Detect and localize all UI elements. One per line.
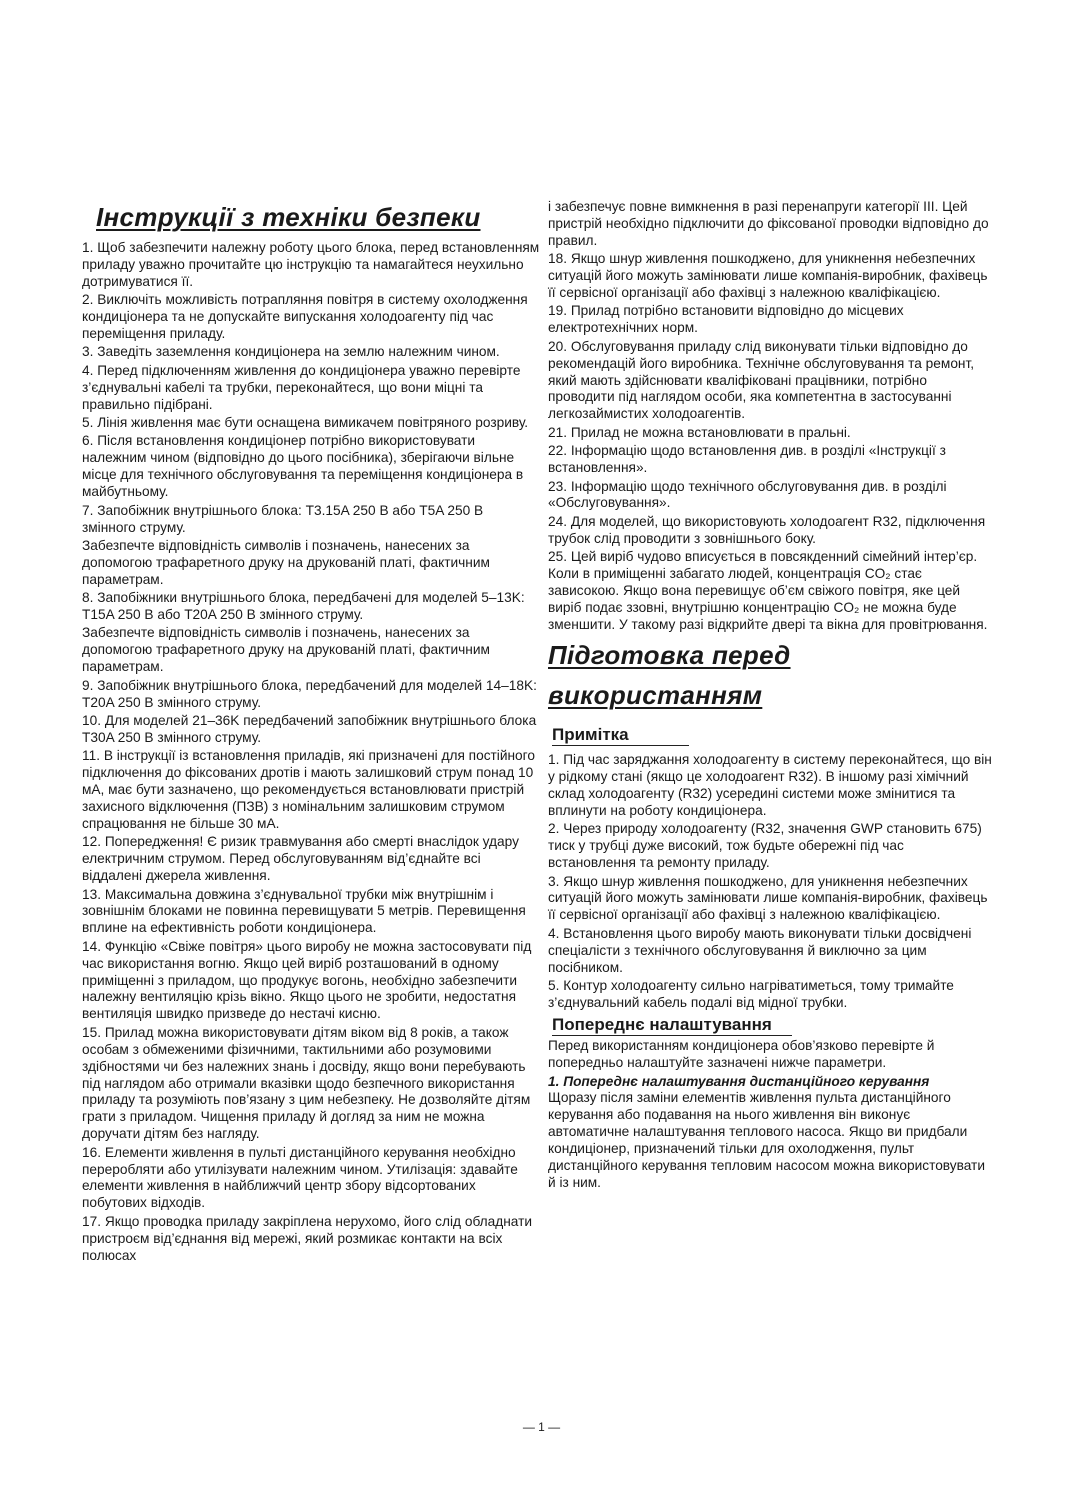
list-item: 7. Запобіжник внутрішнього блока: T3.15A 250 В або T5A 250 В змінного струму.: [82, 502, 484, 535]
presetting-intro: Перед використанням кондиціонера обов’язково перевірте й попередньо налаштуйте зазначені нижче параметри.: [548, 1038, 935, 1071]
list-item: 22. Інформацію щодо встановлення див. в розділі «Інструкції з встановлення».: [548, 443, 946, 476]
list-item: 19. Прилад потрібно встановити відповідно до місцевих електротехнічних норм.: [548, 303, 904, 336]
list-item: 20. Обслуговування приладу слід виконувати тільки відповідно до рекомендацій його виробника. Технічне обслуговування та ремонт, який мають здійснювати кваліфіковані працівники, потрібно проводити під наглядом особи, яка компетентна в застосуванні легкозаймистих холодоагентів.: [548, 338, 975, 422]
list-item: 13. Максимальна довжина з’єднувальної трубки між внутрішнім і зовнішнім блоками не повинна перевищувати 5 метрів. Перевищення вплине на ефективність роботи кондиціонера.: [82, 886, 526, 936]
list-item: 3. Заведіть заземлення кондиціонера на землю належним чином.: [82, 344, 500, 360]
list-item: 4. Перед підключенням живлення до кондиціонера уважно перевірте з’єднувальні кабелі та трубки, переконайтеся, що вони міцні та правильно підібрані.: [82, 362, 521, 412]
list-item: 21. Прилад не можна встановлювати в пральні.: [548, 424, 851, 440]
list-item: 2. Через природу холодоагенту (R32, значення GWP становить 675) тиск у трубці дуже високий, тож будьте обережні під час встановлення та ремонту приладу.: [548, 821, 982, 871]
list-item: 4. Встановлення цього виробу мають виконувати тільки досвідчені спеціалісти з технічного обслуговування й виключно за цим посібником.: [548, 925, 972, 975]
list-item: 3. Якщо шнур живлення пошкоджено, для уникнення небезпечних ситуацій його можуть замінювати лише компанія-виробник, фахівець її сервісної організації або фахівці з належною кваліфікацією.: [548, 873, 988, 923]
page-number: — 1 —: [522, 1420, 561, 1434]
safety-title: Інструкції з техніки безпеки: [96, 202, 481, 232]
list-item: 16. Елементи живлення в пульті дистанційного керування необхідно переробляти або утилізувати належним чином. Утилізація: здавайте елементи живлення в найближчий центр збору відсортованих побутових відходів.: [82, 1144, 518, 1211]
left-column: [82, 200, 540, 1266]
list-item: 1. Під час заряджання холодоагенту в систему переконайтеся, що він у рідкому стані (якщо це холодоагент R32). В іншому разі хімічний склад холодоагенту (R32) усередині системи може змінитися та вплинути на роботу кондиціонера.: [548, 752, 992, 818]
remote-presetting-heading: 1. Попереднє налаштування дистанційного керування: [548, 1073, 930, 1089]
list-item: 10. Для моделей 21–36K передбачений запобіжник внутрішнього блока T30A 250 В змінного струму.: [82, 712, 537, 745]
list-item: 23. Інформацію щодо технічного обслуговування див. в розділі «Обслуговування».: [548, 478, 947, 511]
list-item: 15. Прилад можна використовувати дітям віком від 8 років, а також особам з обмеженими фізичними, тактильними або розумовими здібностями чи без належних знань і досвіду, якщо вони перебувають під наглядом або отримали вказівки щодо безпечного використання приладу та розуміють пов’язану з цим небезпеку. Не дозволяйте дітям грати з приладом. Чищення приладу й догляд за ним не можна доручати дітям без нагляду.: [82, 1024, 531, 1142]
presetting-heading: Попереднє налаштування: [552, 1015, 792, 1036]
list-item: 11. В інструкції із встановлення приладів, які призначені для постійного підключення до фіксованих дротів і мають залишковий струм понад 10 мА, має бути зазначено, що рекомендується встановлювати пристрій захисного відключення (ПЗВ) з номінальним залишковим струмом спрацювання не більше 30 мА.: [82, 748, 535, 831]
list-item: 18. Якщо шнур живлення пошкоджено, для уникнення небезпечних ситуацій його можуть замінювати лише компанія-виробник, фахівець її сервісної організації або фахівці з належною кваліфікацією.: [548, 251, 988, 301]
list-item: 17. Якщо проводка приладу закріплена нерухомо, його слід обладнати пристроєм від’єднання від мережі, який розмикає контакти на всіх полюсах: [82, 1213, 533, 1263]
safety-list-continued: [548, 199, 993, 634]
list-item: Забезпечте відповідність символів і позначень, нанесених за допомогою трафаретного друку на друкованій платі, фактичним параметрам.: [82, 625, 490, 675]
list-item: Забезпечте відповідність символів і позначень, нанесених за допомогою трафаретного друку на друкованій платі, фактичним параметрам.: [82, 537, 490, 587]
list-item: 14. Функцію «Свіже повітря» цього виробу не можна застосовувати під час використання вогню. Якщо цей виріб розташований в одному приміщенні з приладом, що продукує вогонь, необхідно забезпечити належну вентиляцію крізь вікно. Якщо цього не зробити, недостатня вентиляція швидко призведе до нестачі кисню.: [82, 938, 532, 1022]
list-item: 12. Попередження! Є ризик травмування або смерті внаслідок удару електричним струмом. Перед обслуговуванням від’єднайте всі віддалені джерела живлення.: [82, 834, 519, 884]
note-list: [548, 752, 993, 1012]
remote-presetting-text: Щоразу після заміни елементів живлення пульта дистанційного керування або подавання на нього живлення він виконує автоматичне налаштування теплового насоса. Якщо ви придбали кондиціонер, призначений тільки для охолодження, пульт дистанційного керування тепловим насосом можна використовувати й із ним.: [548, 1090, 985, 1190]
list-item: 5. Контур холодоагенту сильно нагріватиметься, тому тримайте з’єднувальний кабель подалі від мідної трубки.: [548, 977, 954, 1010]
note-heading: Примітка: [552, 725, 689, 746]
list-item: 6. Після встановлення кондиціонер потрібно використовувати належним чином (відповідно до цього посібника), зберігаючи вільне місце для технічного обслуговування та переміщення кондиціонера в майбутньому.: [82, 433, 524, 500]
list-item: 1. Щоб забезпечити належну роботу цього блока, перед встановленням приладу уважно прочитайте цю інструкцію та намагайтеся неухильно дотримуватися її.: [82, 240, 540, 289]
safety-list: [82, 240, 540, 1264]
list-item: 9. Запобіжник внутрішнього блока, передбачений для моделей 14–18K: T20A 250 В змінного струму.: [82, 677, 537, 710]
list-item: і забезпечує повне вимкнення в разі перенапруги категорії III. Цей пристрій необхідно підключити до фіксованої проводки відповідно до правил.: [548, 199, 989, 248]
list-item: 24. Для моделей, що використовують холодоагент R32, підключення трубок слід проводити з зовнішнього боку.: [548, 513, 986, 546]
preparation-title: Підготовка перед використанням: [548, 640, 791, 711]
list-item: 25. Цей виріб чудово вписується в повсякденний сімейний інтер’єр. Коли в приміщенні забагато людей, концентрація CO₂ стає зависокою. Якщо вона перевищує об’єм свіжого повітря, яке цей виріб подає ззовні, внутрішню концентрацію CO₂ не можна буде зменшити. У такому разі відкрийте двері та вікна для провітрювання.: [548, 549, 988, 632]
list-item: 5. Лінія живлення має бути оснащена вимикачем повітряного розриву.: [82, 415, 529, 431]
list-item: 8. Запобіжники внутрішнього блока, передбачені для моделей 5–13K: T15A 250 В або T20A 250 В змінного струму.: [82, 590, 525, 623]
right-column: [548, 199, 993, 1193]
list-item: 2. Виключіть можливість потрапляння повітря в систему охолодження кондиціонера та не допускайте випускання холодоагенту під час переміщення приладу.: [82, 292, 528, 342]
